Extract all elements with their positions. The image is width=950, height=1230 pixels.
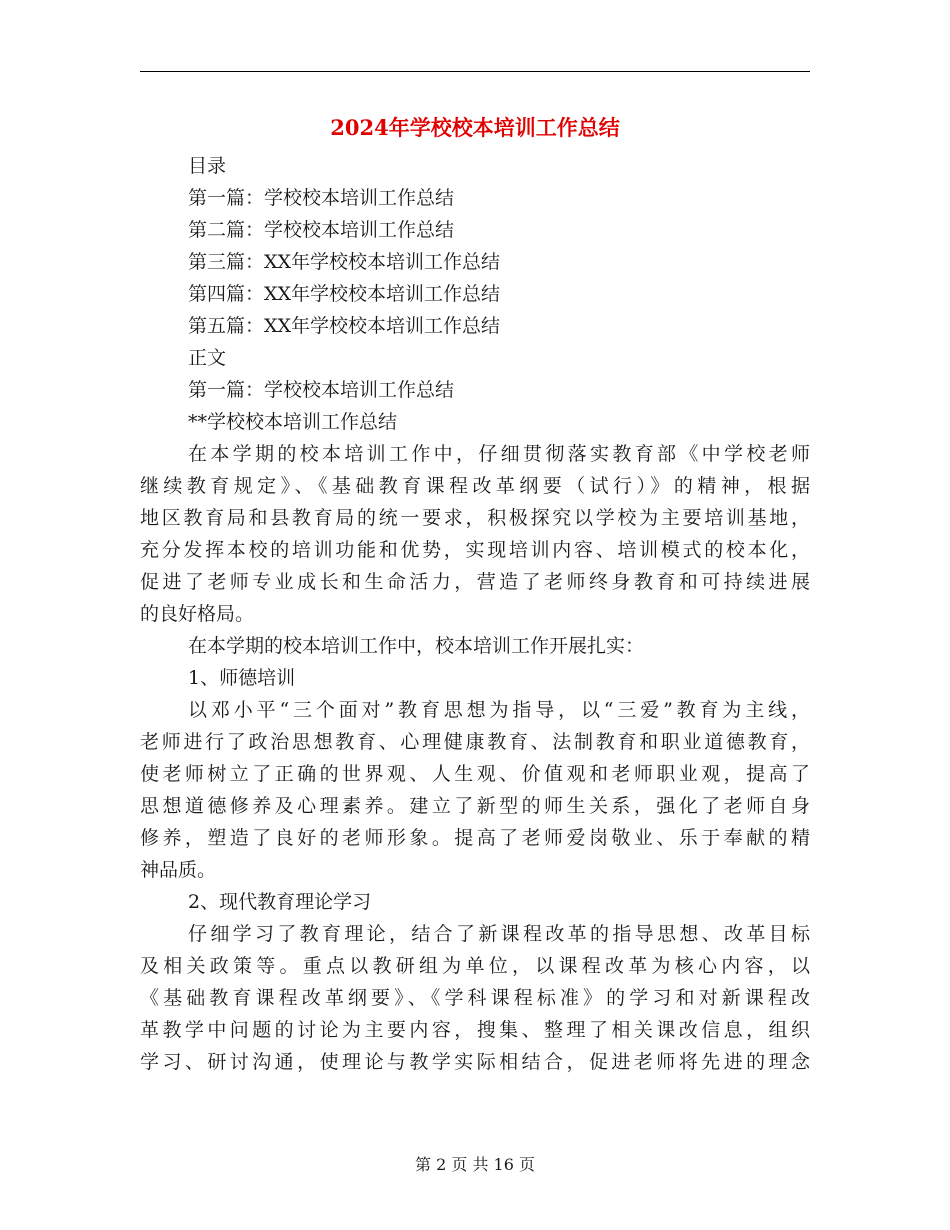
document-body	[140, 150, 810, 1078]
paragraph-line: 革教学中问题的讨论为主要内容，搜集、整理了相关课改信息，组织	[140, 1019, 810, 1041]
subtitle: **学校校本培训工作总结	[188, 411, 398, 433]
paragraph-line: 修养，塑造了良好的老师形象。提高了老师爱岗敬业、乐于奉献的精	[140, 827, 810, 849]
toc-item: 第三篇：XX年学校校本培训工作总结	[188, 251, 501, 273]
paragraph-line: 及相关政策等。重点以教研组为单位，以课程改革为核心内容，以	[140, 955, 810, 977]
paragraph-line: 《基础教育课程改革纲要》、《学科课程标准》的学习和对新课程改	[140, 987, 810, 1009]
paragraph-line: 以邓小平“三个面对”教育思想为指导，以“三爱”教育为主线，	[188, 699, 810, 721]
paragraph-line: 老师进行了政治思想教育、心理健康教育、法制教育和职业道德教育，	[140, 731, 810, 753]
paragraph-line: 在本学期的校本培训工作中，校本培训工作开展扎实：	[188, 635, 645, 657]
paragraph-line: 的良好格局。	[140, 603, 255, 625]
toc-item: 第四篇：XX年学校校本培训工作总结	[188, 283, 501, 305]
paragraph-line: 思想道德修养及心理素养。建立了新型的师生关系，强化了老师自身	[140, 795, 810, 817]
toc-item: 第一篇：学校校本培训工作总结	[188, 187, 455, 209]
paragraph-line: 学习、研讨沟通，使理论与教学实际相结合，促进老师将先进的理念	[140, 1051, 810, 1073]
toc-item: 第五篇：XX年学校校本培训工作总结	[188, 315, 501, 337]
paragraph-line: 充分发挥本校的培训功能和优势，实现培训内容、培训模式的校本化，	[140, 539, 810, 561]
paragraph-line: 神品质。	[140, 859, 217, 881]
paragraph-line: 在本学期的校本培训工作中，仔细贯彻落实教育部《中学校老师	[188, 443, 810, 465]
paragraph-line: 继续教育规定》、《基础教育课程改革纲要（试行）》的精神，根据	[140, 475, 810, 497]
header-rule	[140, 71, 810, 72]
document-title: 2024年学校校本培训工作总结	[330, 115, 620, 140]
paragraph-line: 仔细学习了教育理论，结合了新课程改革的指导思想、改革目标	[188, 923, 810, 945]
toc-item: 第二篇：学校校本培训工作总结	[188, 219, 455, 241]
paragraph-line: 促进了老师专业成长和生命活力，营造了老师终身教育和可持续进展	[140, 571, 810, 593]
paragraph-line: 使老师树立了正确的世界观、人生观、价值观和老师职业观，提高了	[140, 763, 810, 785]
paragraph-line: 地区教育局和县教育局的统一要求，积极探究以学校为主要培训基地，	[140, 507, 810, 529]
section-heading: 2、现代教育理论学习	[188, 891, 372, 913]
page-number: 第 2 页 共 16 页	[415, 1155, 535, 1174]
toc-heading: 目录	[188, 155, 227, 177]
section-heading: 1、师德培训	[188, 667, 296, 689]
body-heading: 正文	[188, 347, 227, 369]
part-heading: 第一篇：学校校本培训工作总结	[188, 379, 455, 401]
